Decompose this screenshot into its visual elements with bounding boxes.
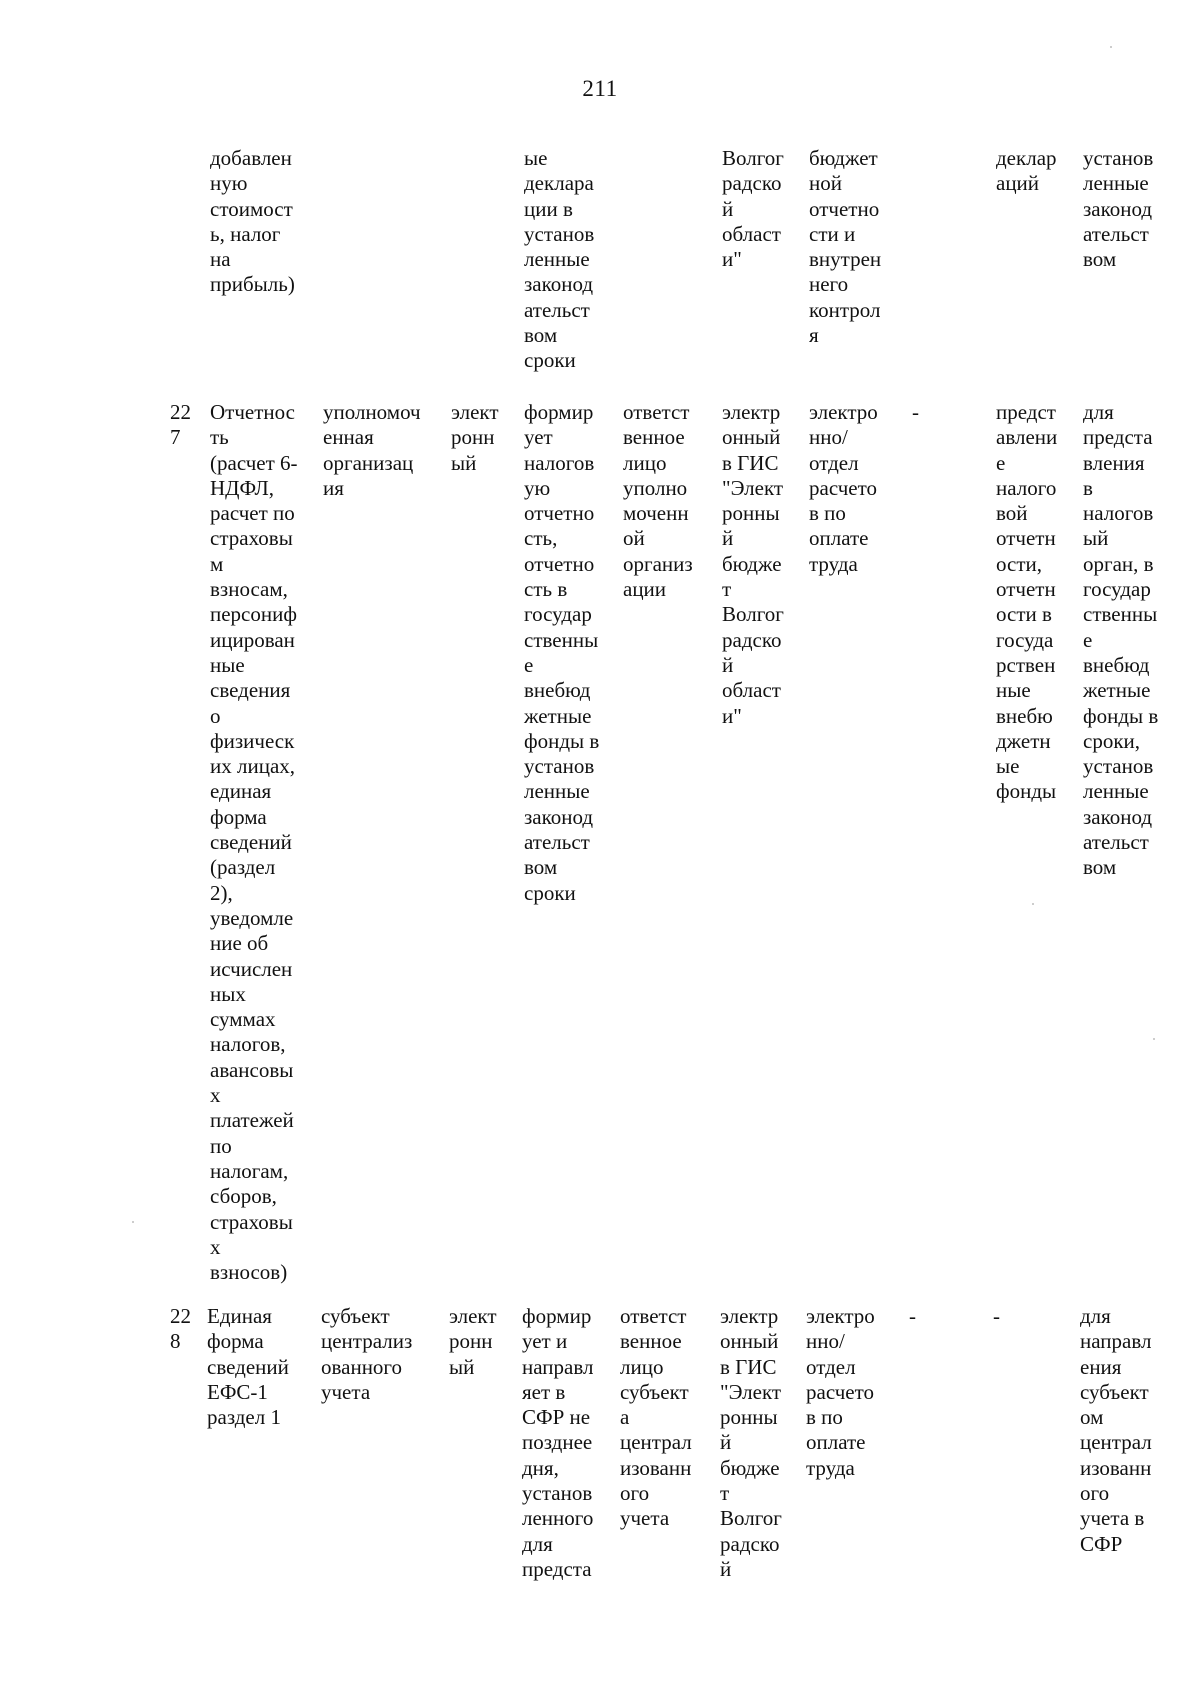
- cont-purpose-cell: установ ленные законод ательст вом: [1083, 146, 1154, 272]
- row-227-department: электро нно/ отдел расчето в по оплате труда: [809, 400, 878, 576]
- row-227-responsible: ответст венное лицо уполно моченн ой организ ации: [623, 400, 693, 602]
- row-227-object: Отчетнос ть (расчет 6- НДФЛ, расчет по страховы м взносам, персониф ицирован ные сведения о физическ их лицах, единая форма сведений (раздел 2), уведомле ние об исчислен ных суммах налогов, авансовы х платежей по налогам, сборов, страховы х взносов): [210, 400, 298, 1285]
- row-227-dash: -: [912, 400, 919, 424]
- row-228-dash: -: [909, 1304, 916, 1328]
- scan-speck: [132, 1221, 134, 1223]
- row-228-form: элект ронн ый: [449, 1304, 497, 1379]
- cont-result-cell: деклар аций: [996, 146, 1057, 196]
- row-227-participant: уполномоч енная организац ия: [323, 400, 421, 500]
- page-number: 211: [582, 76, 618, 101]
- scan-speck: [1153, 1038, 1155, 1040]
- scan-speck: [1032, 903, 1034, 905]
- cont-procedure-cell: ые деклара ции в установ ленные законод ательст вом сроки: [524, 146, 595, 373]
- row-227-system: электр онный в ГИС "Элект ронны й бюдже т Волгог радско й област и": [722, 400, 784, 728]
- row-228-system: электр онный в ГИС "Элект ронны й бюдже т Волгог радско й: [720, 1304, 782, 1581]
- row-228-department: электро нно/ отдел расчето в по оплате труда: [806, 1304, 875, 1480]
- row-228-result: -: [993, 1304, 1000, 1328]
- row-227-form: элект ронн ый: [451, 400, 499, 475]
- cont-system-cell: Волгог радско й област и": [722, 146, 784, 272]
- row-228-number: 22 8: [170, 1304, 191, 1354]
- row-228-object: Единая форма сведений ЕФС-1 раздел 1: [207, 1304, 289, 1430]
- row-227-number: 22 7: [170, 400, 191, 450]
- cont-object-cell: добавлен ную стоимост ь, налог на прибыль): [210, 146, 295, 297]
- row-227-procedure: формир ует налогов ую отчетно сть, отчетно сть в государ ственны е внебюд жетные фонды в установ ленные законод ательст вом сроки: [524, 400, 600, 905]
- row-228-purpose: для направл ения субъект ом централ изованн ого учета в СФР: [1080, 1304, 1152, 1556]
- row-228-responsible: ответст венное лицо субъект а централ изованн ого учета: [620, 1304, 692, 1531]
- cont-department-cell: бюджет ной отчетно сти и внутрен него контрол я: [809, 146, 882, 348]
- row-227-purpose: для предста вления в налогов ый орган, в государ ственны е внебюд жетные фонды в сроки, установ ленные законод ательст вом: [1083, 400, 1159, 880]
- row-227-result: предст авлени е налого вой отчетн ости, отчетн ости в госуда рствен ные внебю джетн ые фонды: [996, 400, 1058, 804]
- row-228-participant: субъект централиз ованного учета: [321, 1304, 413, 1404]
- scan-speck: [1110, 46, 1112, 48]
- row-228-procedure: формир ует и направл яет в СФР не позднее дня, установ ленного для предста: [522, 1304, 594, 1581]
